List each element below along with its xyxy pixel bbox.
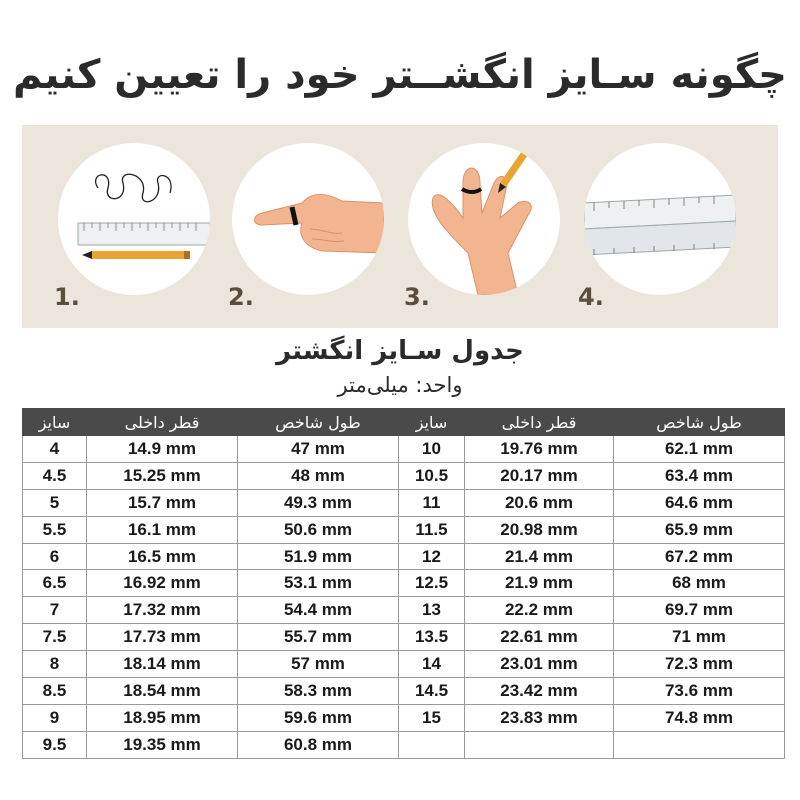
table-row [23,731,785,758]
cell-length: 73.6 mm [614,678,785,705]
hand-marking-string-icon [408,143,560,295]
table-row [23,489,785,516]
cell-length: 64.6 mm [614,489,785,516]
ruler-icon [584,143,736,295]
header-size: سایز [399,409,465,436]
table-row [23,516,785,543]
cell-size: 7 [23,597,87,624]
cell-diameter [465,731,614,758]
cell-length: 60.8 mm [238,731,399,758]
step-3-illustration [408,143,560,295]
step-2-number: 2. [228,283,254,311]
cell-diameter: 21.4 mm [465,543,614,570]
cell-size: 9 [23,704,87,731]
cell-length: 62.1 mm [614,436,785,463]
cell-diameter: 16.5 mm [87,543,238,570]
table-row [23,704,785,731]
cell-diameter: 19.35 mm [87,731,238,758]
cell-size: 8.5 [23,678,87,705]
cell-length: 57 mm [238,651,399,678]
cell-size: 13.5 [399,624,465,651]
table-row [23,543,785,570]
table-title: جدول سـایز انگشتر [276,336,524,366]
cell-diameter: 20.17 mm [465,462,614,489]
table-row [23,624,785,651]
cell-size: 10.5 [399,462,465,489]
cell-diameter: 22.61 mm [465,624,614,651]
cell-length: 71 mm [614,624,785,651]
cell-length: 74.8 mm [614,704,785,731]
cell-size: 11.5 [399,516,465,543]
cell-diameter: 14.9 mm [87,436,238,463]
cell-diameter: 20.98 mm [465,516,614,543]
cell-length: 67.2 mm [614,543,785,570]
cell-diameter: 20.6 mm [465,489,614,516]
cell-length: 48 mm [238,462,399,489]
cell-size: 8 [23,651,87,678]
header-inner-diameter: قطر داخلی [465,409,614,436]
table-row [23,462,785,489]
cell-diameter: 15.7 mm [87,489,238,516]
cell-length: 49.3 mm [238,489,399,516]
ring-size-table [22,408,785,759]
cell-length: 65.9 mm [614,516,785,543]
table-row [23,570,785,597]
cell-length: 69.7 mm [614,597,785,624]
cell-size: 6 [23,543,87,570]
table-row [23,597,785,624]
cell-length: 51.9 mm [238,543,399,570]
cell-diameter: 18.14 mm [87,651,238,678]
cell-size: 4.5 [23,462,87,489]
header-circumference: طول شاخص [238,409,399,436]
cell-size: 10 [399,436,465,463]
header-circumference: طول شاخص [614,409,785,436]
step-2-illustration [232,143,384,295]
page-title: چگونه سـایز انگشــتر خود را تعیین کنیم [13,52,787,98]
cell-size: 12.5 [399,570,465,597]
step-3-number: 3. [404,283,430,311]
step-4-illustration [584,143,736,295]
cell-length: 63.4 mm [614,462,785,489]
table-row [23,678,785,705]
cell-length: 50.6 mm [238,516,399,543]
cell-size: 9.5 [23,731,87,758]
cell-length: 72.3 mm [614,651,785,678]
step-1-illustration [58,143,210,295]
cell-size: 15 [399,704,465,731]
cell-diameter: 23.01 mm [465,651,614,678]
cell-size: 5.5 [23,516,87,543]
cell-diameter: 17.32 mm [87,597,238,624]
table-row [23,651,785,678]
cell-size: 7.5 [23,624,87,651]
cell-length: 55.7 mm [238,624,399,651]
cell-diameter: 16.1 mm [87,516,238,543]
cell-diameter: 23.42 mm [465,678,614,705]
cell-length: 58.3 mm [238,678,399,705]
cell-size: 12 [399,543,465,570]
cell-diameter: 18.54 mm [87,678,238,705]
cell-length: 68 mm [614,570,785,597]
table-row [23,436,785,463]
step-4-number: 4. [578,283,604,311]
cell-length [614,731,785,758]
cell-diameter: 21.9 mm [465,570,614,597]
cell-size [399,731,465,758]
string-ruler-pencil-icon [58,143,210,295]
cell-length: 47 mm [238,436,399,463]
cell-diameter: 15.25 mm [87,462,238,489]
steps-panel [22,125,778,328]
header-size: سایز [23,409,87,436]
cell-diameter: 22.2 mm [465,597,614,624]
cell-diameter: 19.76 mm [465,436,614,463]
cell-length: 53.1 mm [238,570,399,597]
header-inner-diameter: قطر داخلی [87,409,238,436]
step-1-number: 1. [54,283,80,311]
cell-size: 14 [399,651,465,678]
cell-length: 54.4 mm [238,597,399,624]
cell-size: 13 [399,597,465,624]
cell-length: 59.6 mm [238,704,399,731]
unit-label: واحد: میلی‌متر [337,373,463,397]
cell-diameter: 16.92 mm [87,570,238,597]
cell-diameter: 18.95 mm [87,704,238,731]
table-header-row [23,409,785,436]
cell-diameter: 23.83 mm [465,704,614,731]
cell-size: 11 [399,489,465,516]
cell-diameter: 17.73 mm [87,624,238,651]
cell-size: 14.5 [399,678,465,705]
cell-size: 6.5 [23,570,87,597]
cell-size: 5 [23,489,87,516]
finger-wrapped-string-icon [232,143,384,295]
cell-size: 4 [23,436,87,463]
